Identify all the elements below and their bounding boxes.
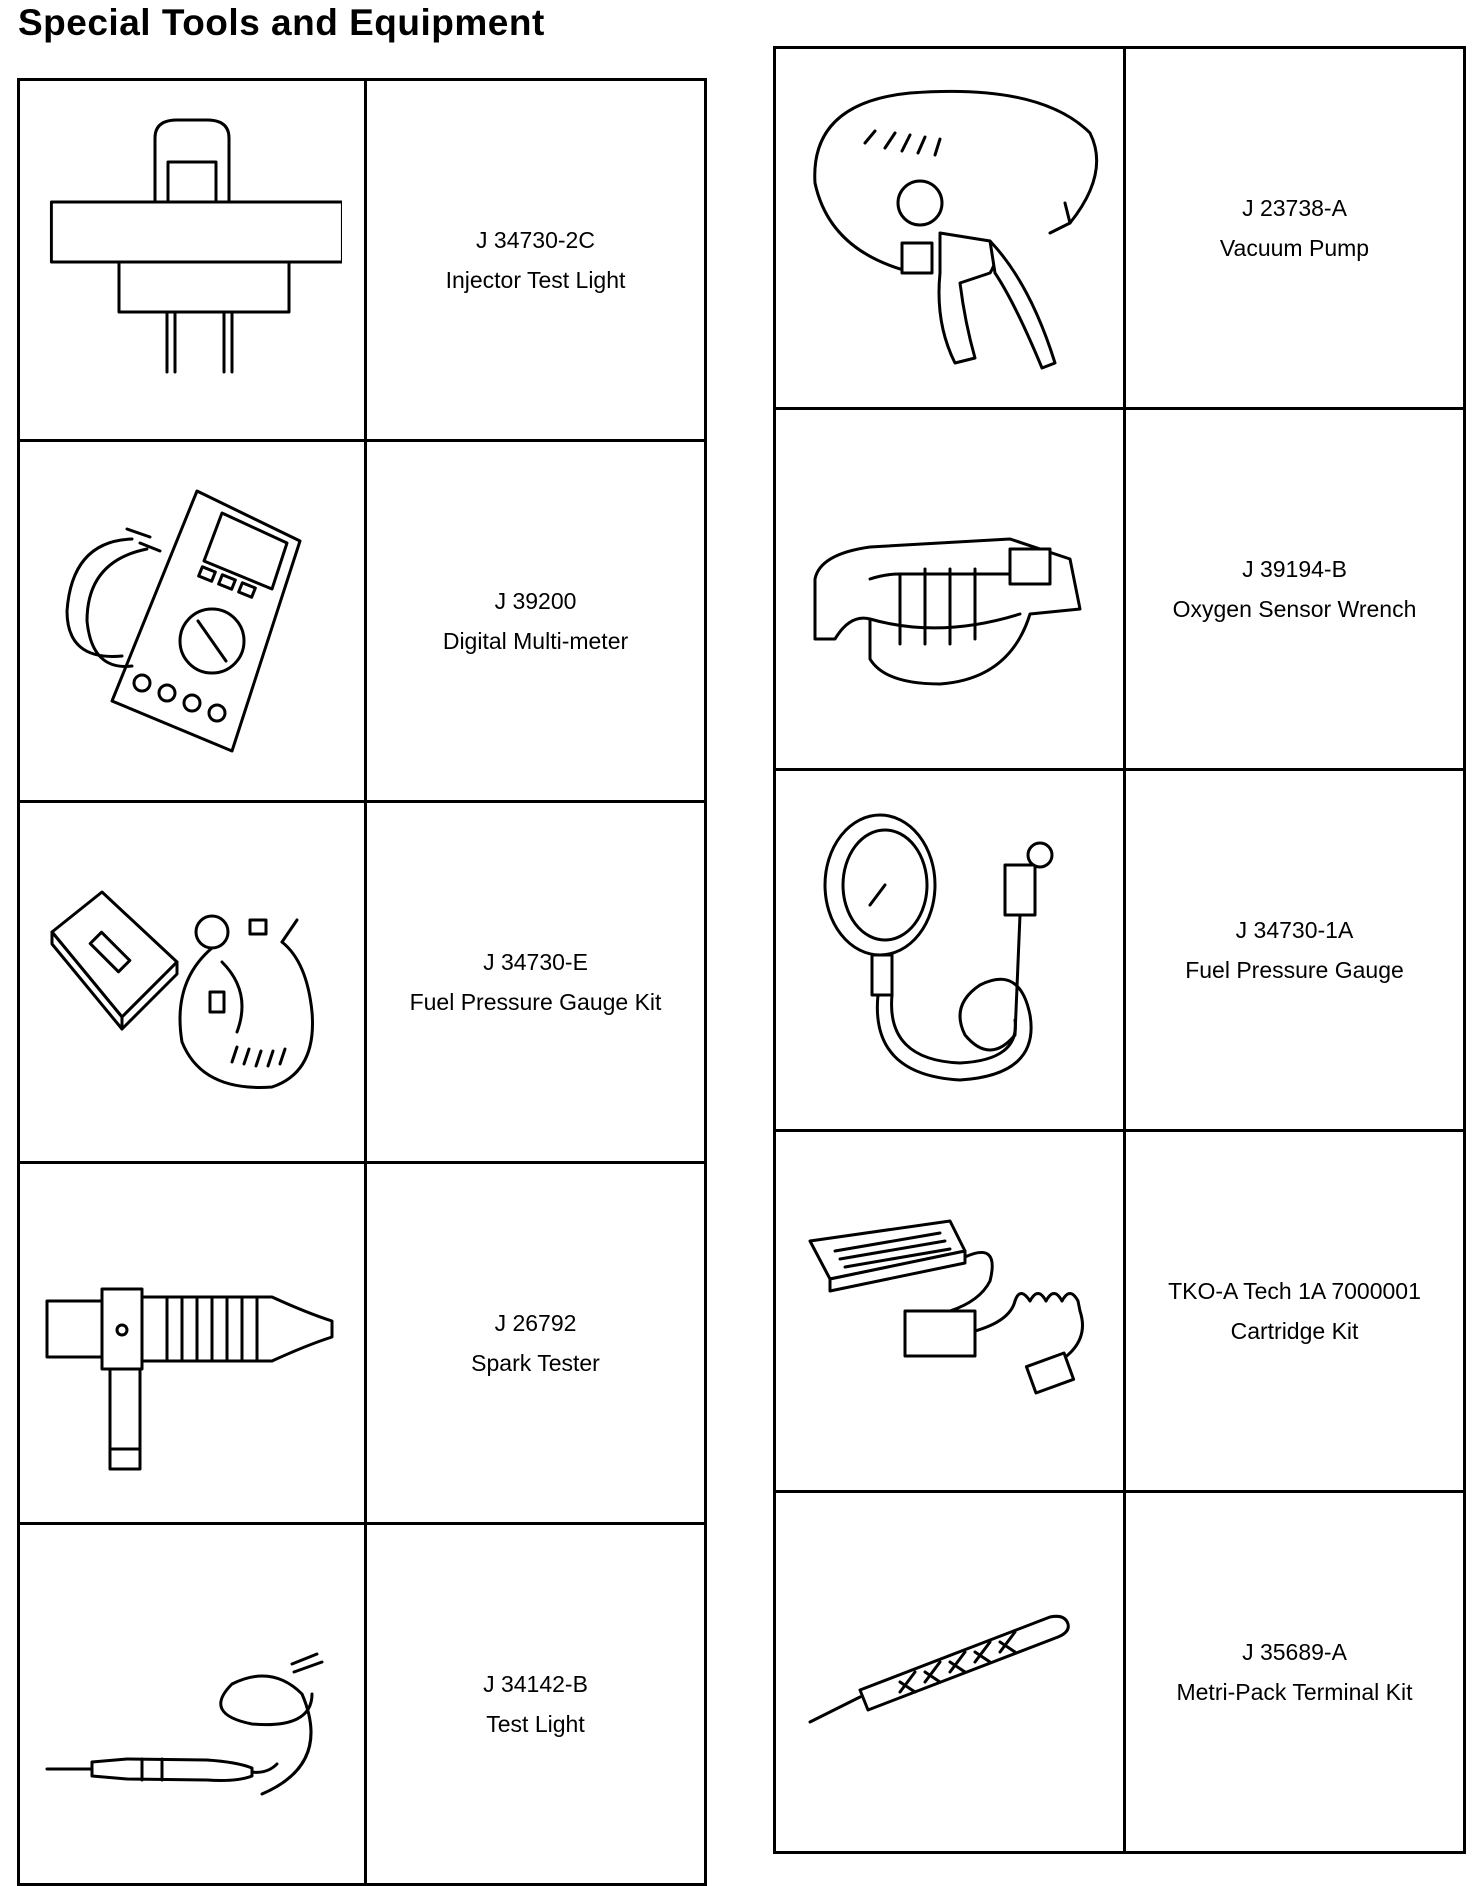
part-number: J 34730-2C	[476, 227, 595, 253]
fuel-gauge-kit-icon	[32, 832, 352, 1132]
fuel-pressure-gauge-icon	[790, 795, 1110, 1105]
tool-name: Spark Tester	[471, 1350, 600, 1376]
part-number: J 35689-A	[1242, 1639, 1347, 1665]
tool-name: Fuel Pressure Gauge	[1185, 957, 1404, 983]
table-row	[775, 1492, 1465, 1853]
tech1-cartridge-kit-icon	[790, 1161, 1110, 1461]
tool-name: Digital Multi-meter	[442, 628, 629, 654]
vacuum-pump-icon	[790, 73, 1110, 383]
terminal-kit-tool-icon	[790, 1522, 1110, 1822]
tool-name: Fuel Pressure Gauge Kit	[409, 989, 662, 1015]
table-row	[775, 409, 1465, 770]
tool-name: Metri-Pack Terminal Kit	[1176, 1679, 1413, 1705]
tool-image-cell	[19, 80, 366, 441]
tool-label-cell	[366, 1524, 706, 1885]
tool-name: Vacuum Pump	[1219, 235, 1370, 261]
tool-name: Test Light	[486, 1711, 585, 1737]
tool-label-cell	[366, 441, 706, 802]
page-title: Special Tools and Equipment	[18, 2, 545, 43]
part-number: TKO-A Tech 1A 7000001	[1168, 1278, 1421, 1304]
tool-image-cell	[775, 48, 1125, 409]
tool-image-cell	[19, 1524, 366, 1885]
part-number: J 34730-1A	[1235, 917, 1354, 943]
part-number: J 39200	[494, 588, 577, 614]
tool-label-cell	[366, 802, 706, 1163]
right-tools-table	[773, 46, 1466, 1854]
table-row	[775, 1131, 1465, 1492]
test-light-icon	[32, 1554, 352, 1854]
tool-image-cell	[19, 441, 366, 802]
tool-name: Oxygen Sensor Wrench	[1172, 596, 1417, 622]
tool-image-cell	[775, 1131, 1125, 1492]
spark-tester-icon	[32, 1193, 352, 1493]
multimeter-icon	[32, 471, 352, 771]
part-number: J 34730-E	[483, 949, 588, 975]
tool-image-cell	[19, 802, 366, 1163]
tool-label-cell	[1125, 409, 1465, 770]
part-number: J 23738-A	[1242, 195, 1347, 221]
table-row	[19, 1163, 706, 1524]
table-row	[19, 80, 706, 441]
injector-test-light-icon	[42, 110, 342, 410]
tool-name: Cartridge Kit	[1230, 1318, 1359, 1344]
part-number: J 26792	[494, 1310, 577, 1336]
table-row	[19, 802, 706, 1163]
table-row	[775, 48, 1465, 409]
tool-image-cell	[775, 770, 1125, 1131]
tool-label-cell	[1125, 770, 1465, 1131]
tool-image-cell	[775, 409, 1125, 770]
table-row	[775, 770, 1465, 1131]
part-number: J 34142-B	[483, 1671, 588, 1697]
tool-label-cell	[1125, 48, 1465, 409]
tool-name: Injector Test Light	[445, 267, 626, 293]
left-tools-table	[17, 78, 707, 1886]
table-row	[19, 441, 706, 802]
tool-label-cell	[366, 80, 706, 441]
part-number: J 39194-B	[1242, 556, 1347, 582]
tool-label-cell	[1125, 1492, 1465, 1853]
oxygen-sensor-wrench-icon	[790, 439, 1110, 739]
tool-label-cell	[1125, 1131, 1465, 1492]
tool-image-cell	[19, 1163, 366, 1524]
table-row	[19, 1524, 706, 1885]
tool-image-cell	[775, 1492, 1125, 1853]
tool-label-cell	[366, 1163, 706, 1524]
